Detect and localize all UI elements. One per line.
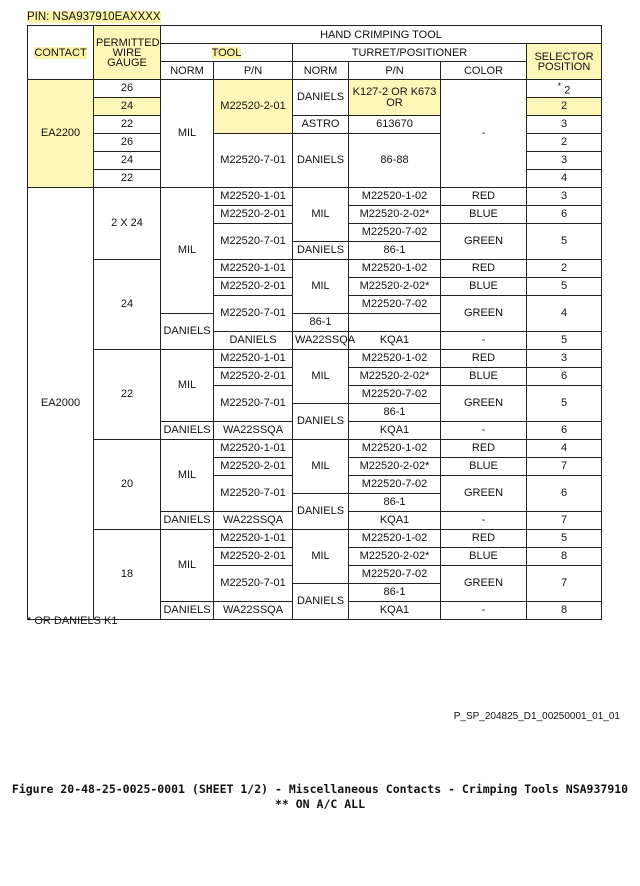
color-cell: RED <box>441 260 527 278</box>
position-cell: 5 <box>527 278 602 296</box>
gauge-cell: 20 <box>94 440 161 530</box>
position-mark: * <box>557 80 562 91</box>
header-turret-positioner: TURRET/POSITIONER <box>293 44 527 62</box>
color-cell: RED <box>441 530 527 548</box>
position-cell: 6 <box>527 422 602 440</box>
table-row <box>28 440 602 458</box>
tool-pn-cell: M22520-7-01 <box>214 296 293 332</box>
tool-pn-cell: M22520-7-01 <box>214 224 293 260</box>
tool-pn-cell: M22520-7-01 <box>214 476 293 512</box>
turret-pn-cell: 86-1 <box>293 314 349 332</box>
tool-pn-cell: M22520-1-01 <box>214 440 293 458</box>
gauge-cell: 26 <box>94 134 161 152</box>
turret-pn-cell: M22520-2-02* <box>349 368 441 386</box>
position-cell: 2 <box>527 98 602 116</box>
tool-pn-cell: M22520-2-01 <box>214 548 293 566</box>
turret-norm-cell: ASTRO <box>293 116 349 134</box>
tool-norm-cell: MIL <box>161 188 214 314</box>
position-cell: 3 <box>527 188 602 206</box>
color-cell: BLUE <box>441 548 527 566</box>
turret-pn-cell: M22520-7-02 <box>349 476 441 494</box>
pin-label: PIN: NSA937910EAXXXX <box>27 11 161 23</box>
gauge-cell: 2 X 24 <box>94 188 161 260</box>
turret-pn-cell: 86-1 <box>349 242 441 260</box>
table-row <box>28 350 602 368</box>
turret-norm-cell: DANIELS <box>293 584 349 620</box>
tool-pn-cell: M22520-2-01 <box>214 80 293 134</box>
turret-norm-cell: DANIELS <box>293 494 349 530</box>
tool-pn-cell: M22520-2-01 <box>214 458 293 476</box>
table-row <box>28 260 602 278</box>
tool-pn-cell: M22520-2-01 <box>214 206 293 224</box>
header-selector-position: SELECTOR POSITION <box>527 44 602 80</box>
color-cell: - <box>441 512 527 530</box>
position-cell: 7 <box>527 458 602 476</box>
tool-norm-cell: DANIELS <box>161 512 214 530</box>
position-cell: 5 <box>527 224 602 260</box>
turret-pn-cell: M22520-1-02 <box>349 440 441 458</box>
header-contact: CONTACT <box>28 26 94 80</box>
turret-norm-cell: MIL <box>293 350 349 404</box>
turret-norm-cell: MIL <box>293 530 349 584</box>
turret-pn-cell: M22520-7-02 <box>349 296 441 314</box>
tool-norm-cell: MIL <box>161 350 214 422</box>
turret-pn-cell: KQA1 <box>349 512 441 530</box>
position-cell: 3 <box>527 116 602 134</box>
tool-pn-cell: M22520-1-01 <box>214 260 293 278</box>
color-cell: - <box>441 602 527 620</box>
color-cell: GREEN <box>441 566 527 602</box>
turret-pn-cell: M22520-2-02* <box>349 278 441 296</box>
turret-norm-cell: DANIELS <box>293 404 349 440</box>
position-cell: 5 <box>527 332 602 350</box>
position-cell: 8 <box>527 602 602 620</box>
color-cell: GREEN <box>441 476 527 512</box>
gauge-cell: 24 <box>94 152 161 170</box>
tool-pn-cell: M22520-2-01 <box>214 278 293 296</box>
tool-pn-cell: WA22SSQA <box>214 512 293 530</box>
contact-ea2200: EA2200 <box>28 80 94 188</box>
tool-pn-cell: M22520-1-01 <box>214 188 293 206</box>
position-cell: * 2 <box>527 80 602 98</box>
gauge-cell: 24 <box>94 260 161 350</box>
tool-pn-cell: M22520-7-01 <box>214 566 293 602</box>
tool-pn-cell: M22520-2-01 <box>214 368 293 386</box>
tool-pn-cell: WA22SSQA <box>214 602 293 620</box>
tool-pn-cell: WA22SSQA <box>293 332 349 350</box>
color-cell: RED <box>441 188 527 206</box>
color-cell: - <box>441 422 527 440</box>
color-cell: RED <box>441 440 527 458</box>
position-cell: 4 <box>527 296 602 332</box>
position-cell: 2 <box>527 260 602 278</box>
contact-ea2000: EA2000 <box>28 188 94 620</box>
color-cell: GREEN <box>441 224 527 260</box>
tool-norm-cell: DANIELS <box>214 332 293 350</box>
position-cell: 4 <box>527 170 602 188</box>
crimping-tools-table <box>27 25 602 620</box>
figure-caption <box>0 782 640 812</box>
turret-norm-cell: DANIELS <box>161 314 214 350</box>
turret-pn-cell: K127-2 OR K673 OR <box>349 80 441 116</box>
turret-pn-cell: M22520-2-02* <box>349 206 441 224</box>
turret-pn-cell: M22520-1-02 <box>349 188 441 206</box>
header-turret-norm: NORM <box>293 62 349 80</box>
header-color: COLOR <box>441 62 527 80</box>
gauge-cell: 18 <box>94 530 161 620</box>
gauge-cell: 24 <box>94 98 161 116</box>
turret-pn-cell: 613670 <box>349 116 441 134</box>
color-cell: BLUE <box>441 368 527 386</box>
table-row <box>28 80 602 98</box>
turret-pn-cell: M22520-1-02 <box>349 260 441 278</box>
position-cell: 3 <box>527 152 602 170</box>
header-tool-pn: P/N <box>214 62 293 80</box>
tool-pn-cell: M22520-1-01 <box>214 530 293 548</box>
reference-code: P_SP_204825_D1_00250001_01_01 <box>453 711 620 722</box>
tool-norm-cell: DANIELS <box>161 422 214 440</box>
color-cell: GREEN <box>441 296 527 332</box>
header-tool-norm: NORM <box>161 62 214 80</box>
turret-pn-cell: 86-1 <box>349 494 441 512</box>
turret-pn-cell: KQA1 <box>349 422 441 440</box>
table-row <box>28 188 602 206</box>
position-cell: 5 <box>527 386 602 422</box>
turret-pn-cell: M22520-7-02 <box>349 224 441 242</box>
tool-norm-cell: MIL <box>161 440 214 512</box>
position-cell: 6 <box>527 476 602 512</box>
turret-pn-cell: M22520-7-02 <box>349 566 441 584</box>
position-cell: 5 <box>527 530 602 548</box>
caption-line-1: Figure 20-48-25-0025-0001 (SHEET 1/2) - Miscellaneous Contacts - Crimping Tools NSA937910 <box>11 782 629 796</box>
color-cell: - <box>441 80 527 188</box>
tool-norm-cell: DANIELS <box>161 602 214 620</box>
color-cell: BLUE <box>441 278 527 296</box>
turret-norm-cell: DANIELS <box>293 80 349 116</box>
header-hand-crimping-tool: HAND CRIMPING TOOL <box>161 26 602 44</box>
position-cell: 8 <box>527 548 602 566</box>
position-cell: 6 <box>527 368 602 386</box>
gauge-cell: 22 <box>94 170 161 188</box>
tool-pn-cell: M22520-1-01 <box>214 350 293 368</box>
turret-norm-cell: MIL <box>293 188 349 242</box>
color-cell: RED <box>441 350 527 368</box>
position-cell: 4 <box>527 440 602 458</box>
position-cell: 7 <box>527 512 602 530</box>
turret-pn-cell: M22520-7-02 <box>349 386 441 404</box>
color-cell: BLUE <box>441 206 527 224</box>
turret-norm-cell: MIL <box>293 260 349 314</box>
position-cell: 2 <box>527 134 602 152</box>
position-cell: 3 <box>527 350 602 368</box>
header-tool: TOOL <box>161 44 293 62</box>
turret-pn-cell: 86-88 <box>349 134 441 188</box>
color-cell: GREEN <box>441 386 527 422</box>
turret-pn-cell: 86-1 <box>349 404 441 422</box>
table-row <box>28 530 602 548</box>
position-cell: 7 <box>527 566 602 602</box>
tool-norm-cell: MIL <box>161 80 214 188</box>
color-cell: - <box>441 332 527 350</box>
turret-pn-cell: M22520-2-02* <box>349 458 441 476</box>
turret-pn-cell: 86-1 <box>349 584 441 602</box>
turret-norm-cell: MIL <box>293 440 349 494</box>
turret-pn-cell: M22520-1-02 <box>349 350 441 368</box>
tool-norm-cell: MIL <box>161 530 214 602</box>
tool-pn-cell: M22520-7-01 <box>214 134 293 188</box>
gauge-cell: 22 <box>94 350 161 440</box>
turret-norm-cell: DANIELS <box>293 242 349 260</box>
turret-pn-cell: M22520-2-02* <box>349 548 441 566</box>
turret-pn-cell: KQA1 <box>349 332 441 350</box>
gauge-cell: 26 <box>94 80 161 98</box>
turret-norm-cell: DANIELS <box>293 134 349 188</box>
header-turret-pn: P/N <box>349 62 441 80</box>
footnote: * OR DANIELS K1 <box>27 615 118 627</box>
caption-line-2: ** ON A/C ALL <box>274 797 365 811</box>
tool-pn-cell: WA22SSQA <box>214 422 293 440</box>
gauge-cell: 22 <box>94 116 161 134</box>
tool-pn-cell: M22520-7-01 <box>214 386 293 422</box>
turret-pn-cell: M22520-1-02 <box>349 530 441 548</box>
turret-pn-cell: KQA1 <box>349 602 441 620</box>
color-cell: BLUE <box>441 458 527 476</box>
position-cell: 6 <box>527 206 602 224</box>
header-wire-gauge: PERMITTED WIRE GAUGE <box>94 26 161 80</box>
